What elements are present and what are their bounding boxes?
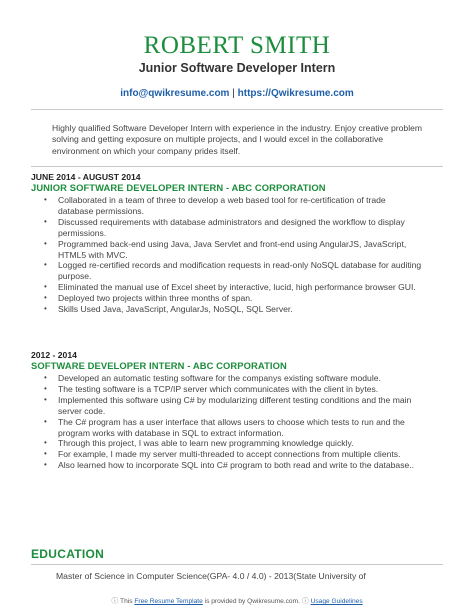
experience-bullet [42,195,422,217]
bullet-text: The C# program has a user interface that allows users to choose which tests to run and the program works with database in SQL to extract information. [58,416,405,438]
bullet-text: Discussed requirements with database administrators and designed the workflow to display permissions. [58,216,405,238]
experience-bullets [42,373,422,471]
usage-guidelines-link[interactable]: Usage Guidelines [310,598,363,605]
bullet-icon: • [44,449,47,459]
bullet-icon: • [44,238,47,248]
education-divider [31,564,443,565]
bullet-icon: • [44,216,47,226]
experience-bullet [42,293,422,304]
website-link[interactable]: https://Qwikresume.com [237,88,354,99]
bullet-text: Collaborated in a team of three to develop a web based tool for re-certification of trade database permissions. [58,195,386,216]
bullet-icon: • [44,282,47,292]
footer-middle: is provided by Qwikresume.com. [204,598,300,605]
bullet-text: Also learned how to incorporate SQL into C# program to both read and write to the database.. [58,460,415,471]
experience-bullet [42,460,422,471]
experience-bullet [42,384,422,395]
education-heading: EDUCATION [31,547,105,561]
footer-prefix: This [120,598,133,605]
bullet-text: Through this project, I was able to learn new programming knowledge quickly. [58,438,354,449]
contact-line [0,87,474,100]
bullet-text: Skills Used Java, JavaScript, AngularJs, NoSQL, SQL Server. [58,304,293,315]
experience-role: JUNIOR SOFTWARE DEVELOPER INTERN - ABC CORPORATION [31,182,326,193]
summary-divider [31,166,443,167]
experience-bullet [42,217,422,239]
email-link[interactable]: info@qwikresume.com [120,88,230,99]
free-resume-template-link[interactable]: Free Resume Template [134,598,203,605]
experience-bullet [42,239,422,261]
bullet-icon: • [44,394,47,404]
header-divider [31,109,443,110]
experience-bullet [42,449,422,460]
candidate-name: ROBERT SMITH [143,32,331,59]
bullet-text: Programmed back-end using Java, Java Servlet and front-end using AngularJS, JavaScript, HTML5 with MVC. [58,238,407,260]
bullet-text: Developed an automatic testing software for the companys existing software module. [58,373,381,383]
bullet-text: The testing software is a TCP/IP server which communicates with the client in bytes. [58,383,379,394]
experience-bullet [42,395,422,417]
bullet-icon: • [44,260,47,270]
experience-bullet [42,304,422,315]
experience-role: SOFTWARE DEVELOPER INTERN - ABC CORPORATION [31,360,287,371]
experience-dates: 2012 - 2014 [31,350,77,360]
job-title: Junior Software Developer Intern [138,61,336,75]
info-icon: ⓘ [111,598,119,605]
experience-dates: JUNE 2014 - AUGUST 2014 [31,172,141,182]
bullet-icon: • [44,416,47,426]
bullet-icon: • [44,293,47,303]
contact-separator: | [232,88,235,99]
experience-bullet [42,260,422,282]
summary-text: Highly qualified Software Developer Intern with experience in the industry. Enjoy creative problem solving and getting exposure on multiple projects, and I would excel in the collaborative environment on which your company prides itself. [52,123,423,156]
footer [0,597,474,606]
bullet-text: Implemented this software using C# by modularizing different testing conditions and the main server code. [58,394,412,416]
bullet-icon: • [44,383,47,393]
bullet-text: Deployed two projects within three months of span. [58,293,253,304]
bullet-icon: • [44,195,47,204]
education-entry: Master of Science in Computer Science(GPA- 4.0 / 4.0) - 2013(State University of [56,571,366,581]
experience-bullet [42,438,422,449]
bullet-text: Eliminated the manual use of Excel sheet by interactive, lucid, high performance browser GUI. [58,282,416,293]
experience-bullets [42,195,422,315]
bullet-icon: • [44,373,47,382]
experience-bullet [42,417,422,439]
bullet-text: For example, I made my server multi-threaded to accept connections from multiple clients. [58,449,401,460]
bullet-icon: • [44,460,47,470]
info-icon: ⓘ [301,598,309,605]
bullet-icon: • [44,304,47,314]
experience-bullet [42,373,422,384]
experience-bullet [42,282,422,293]
bullet-text: Logged re-certified records and modification requests in read-only NoSQL database for auditing purpose. [58,260,422,282]
bullet-icon: • [44,438,47,448]
